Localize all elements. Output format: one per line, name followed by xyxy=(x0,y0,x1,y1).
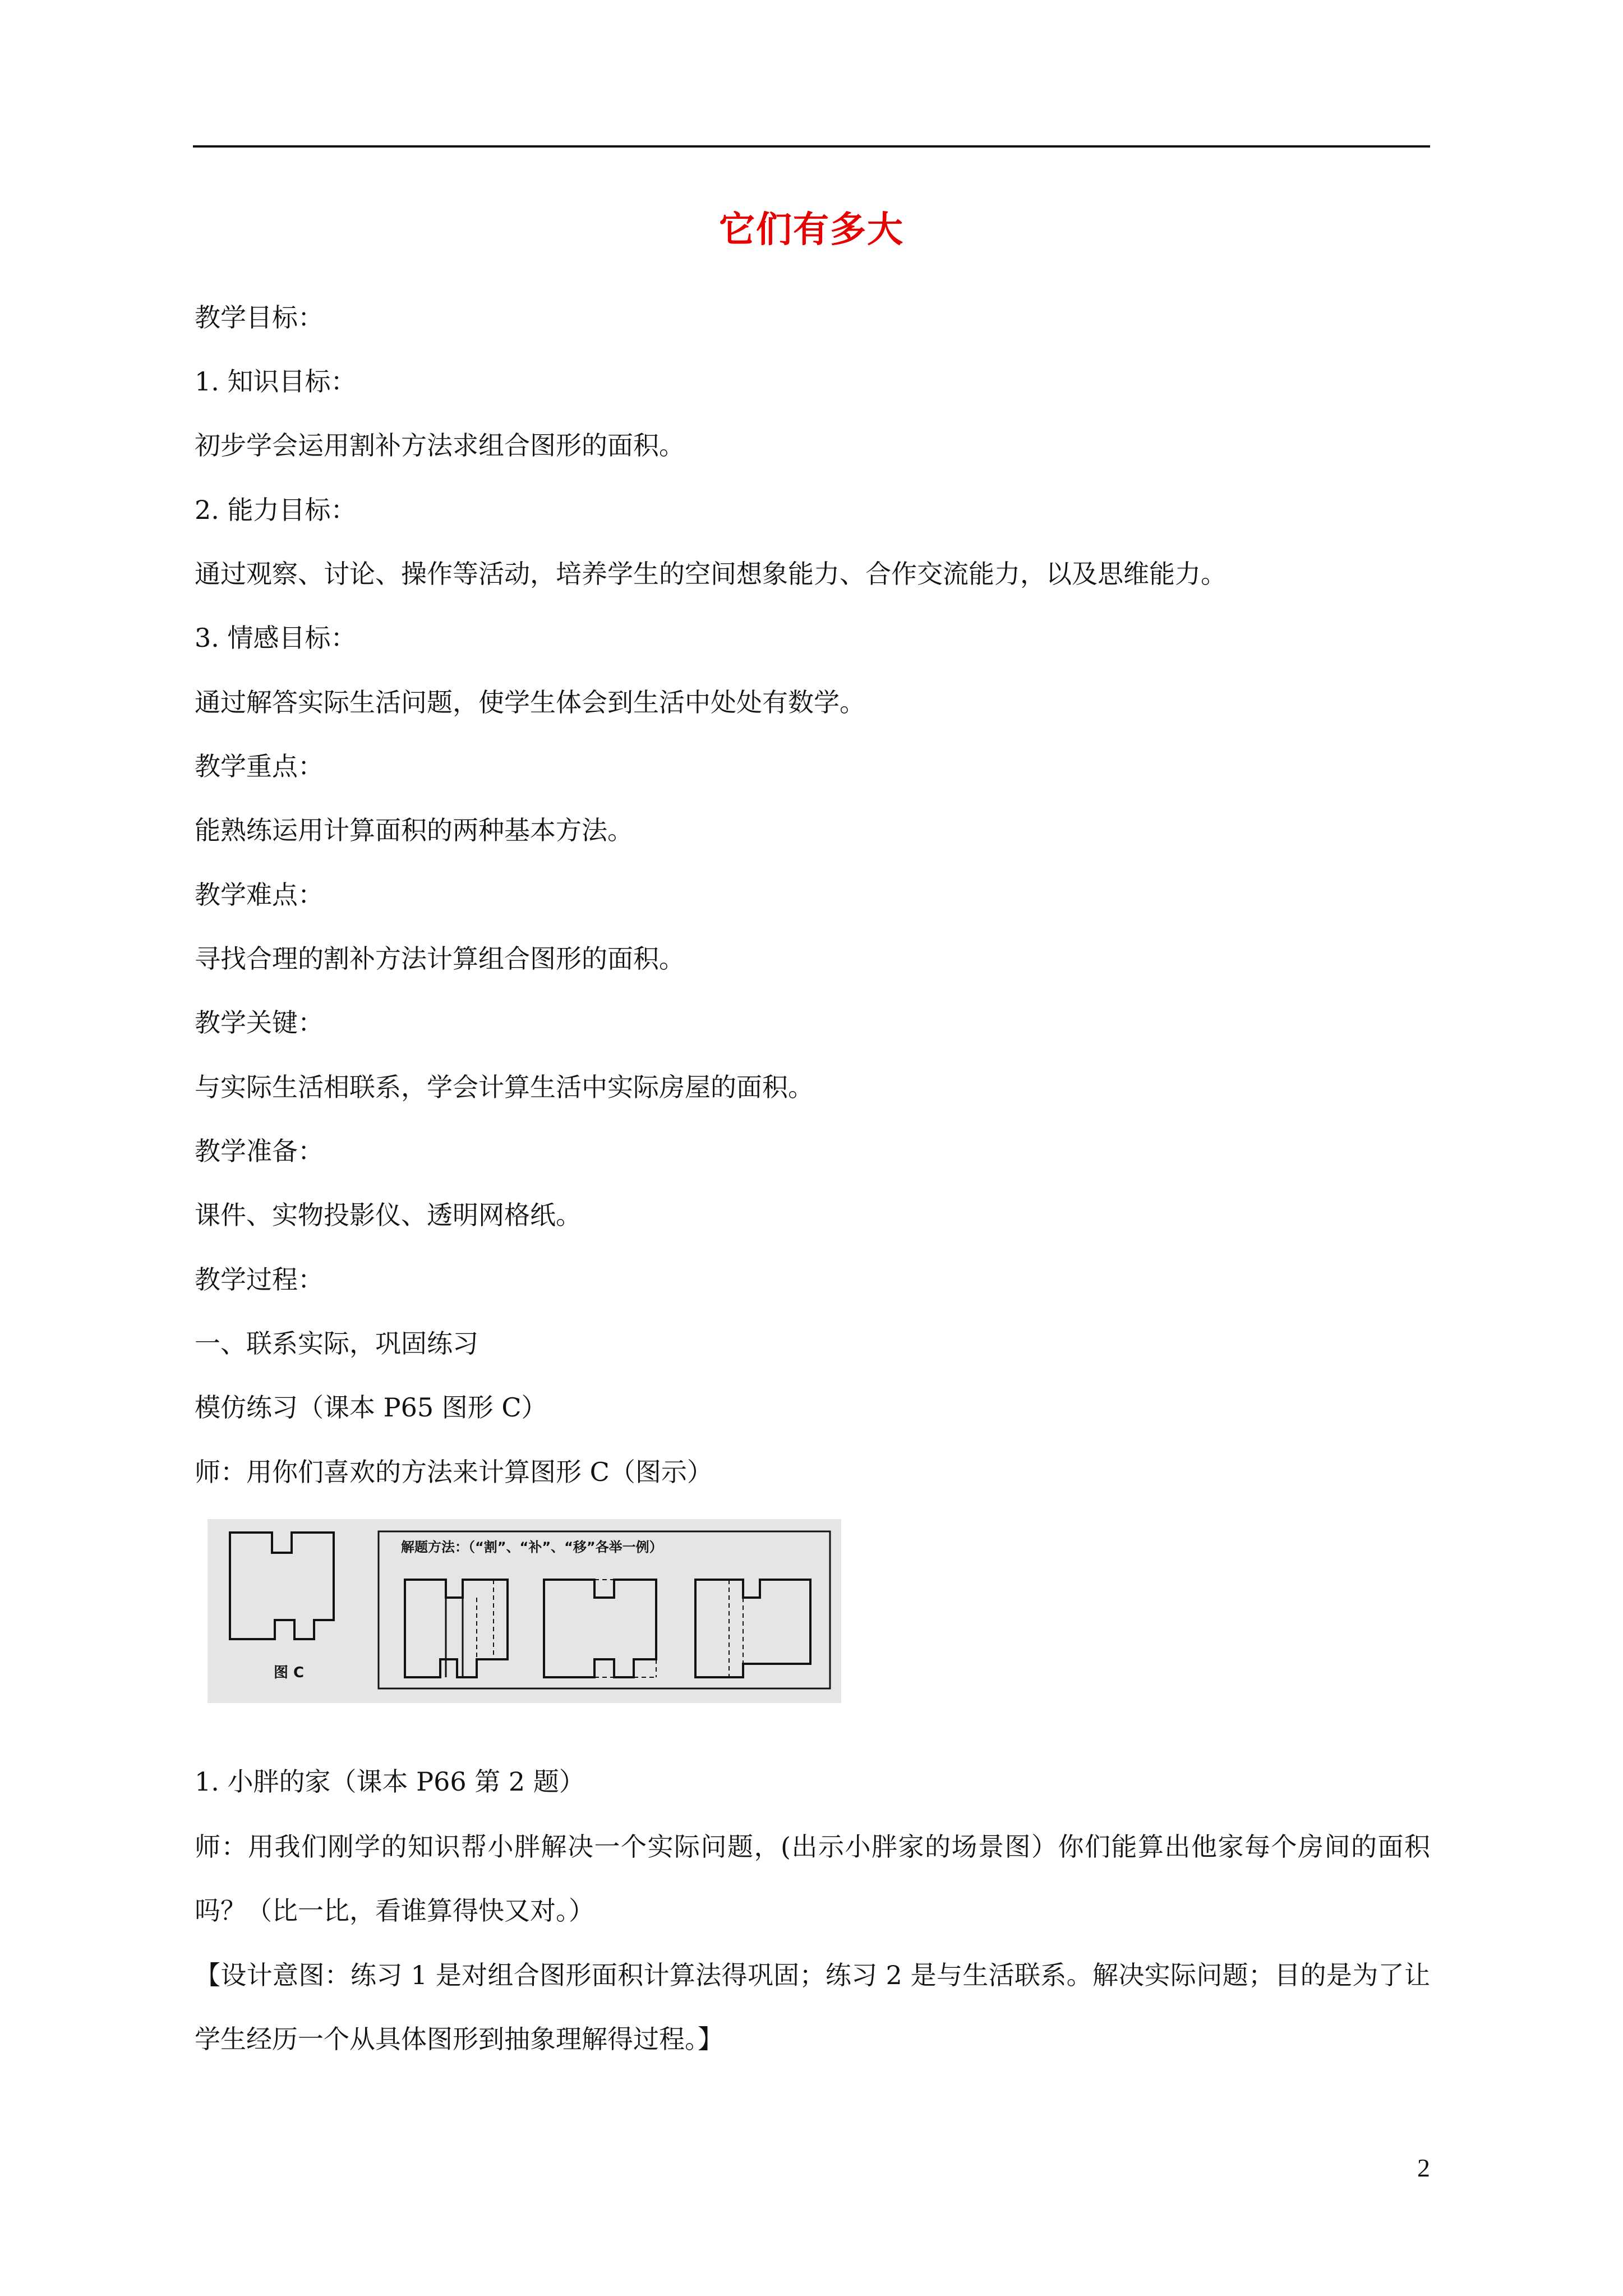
heading-preparation: 教学准备： xyxy=(195,1136,324,1166)
key-text: 与实际生活相联系，学会计算生活中实际房屋的面积。 xyxy=(195,1072,814,1102)
method-fill-diagram xyxy=(544,1580,656,1677)
objective-1-heading: 1. 知识目标： xyxy=(195,366,357,397)
figure-c-shape xyxy=(230,1533,334,1639)
preparation-text: 课件、实物投影仪、透明网格纸。 xyxy=(195,1200,582,1230)
page-title: 它们有多大 xyxy=(719,209,904,251)
section-1-heading: 一、联系实际，巩固练习 xyxy=(195,1328,478,1359)
method-move-diagram xyxy=(695,1580,810,1677)
key-points-text: 能熟练运用计算面积的两种基本方法。 xyxy=(195,815,633,845)
design-intent: 【设计意图：练习 1 是对组合图形面积计算法得巩固；练习 2 是与生活联系。解决实际问题；目的是为了让学生经历一个从具体图形到抽象理解得过程。】 xyxy=(195,1960,1430,2054)
difficulties-text: 寻找合理的割补方法计算组合图形的面积。 xyxy=(195,944,685,974)
header-rule xyxy=(193,145,1430,148)
heading-difficulties: 教学难点： xyxy=(195,880,324,910)
objective-1-text: 初步学会运用割补方法求组合图形的面积。 xyxy=(195,430,685,461)
heading-key: 教学关键： xyxy=(195,1007,324,1038)
imitation-exercise: 模仿练习（课本 P65 图形 C） xyxy=(195,1392,547,1423)
objective-3-heading: 3. 情感目标： xyxy=(195,623,357,653)
objective-2-text: 通过观察、讨论、操作等活动，培养学生的空间想象能力、合作交流能力，以及思维能力。 xyxy=(195,559,1227,589)
exercise-1-heading: 1. 小胖的家（课本 P66 第 2 题） xyxy=(195,1766,585,1797)
heading-key-points: 教学重点： xyxy=(195,751,324,781)
heading-teaching-objectives: 教学目标： xyxy=(195,302,324,333)
method-cut-diagram xyxy=(405,1580,508,1677)
figure-c-caption: 图 C xyxy=(274,1664,305,1681)
objective-3-text: 通过解答实际生活问题，使学生体会到生活中处处有数学。 xyxy=(195,687,865,717)
method-label: 解题方法：（“割”、“补”、“移”各举一例） xyxy=(401,1539,663,1555)
heading-process: 教学过程： xyxy=(195,1264,324,1295)
objective-2-heading: 2. 能力目标： xyxy=(195,495,357,525)
page-number: 2 xyxy=(1417,2154,1430,2182)
figure-c-image xyxy=(208,1519,841,1703)
teacher-instruction-2: 师：用我们刚学的知识帮小胖解决一个实际问题，(出示小胖家的场景图）你们能算出他家每个房间的面积吗？（比一比，看谁算得快又对。） xyxy=(195,1832,1430,1926)
teacher-instruction-1: 师：用你们喜欢的方法来计算图形 C（图示） xyxy=(195,1457,713,1487)
